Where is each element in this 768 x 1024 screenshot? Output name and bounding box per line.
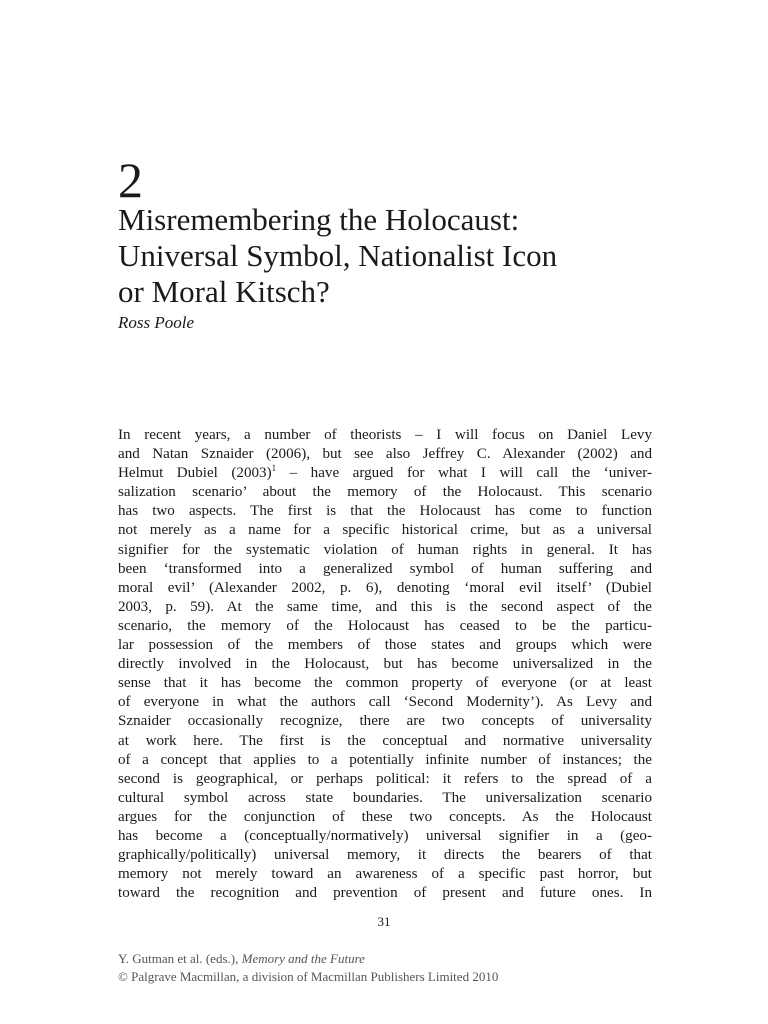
footer-citation-prefix: Y. Gutman et al. (eds.),: [118, 951, 242, 966]
body-line: argues for the conjunction of these two concepts. As the Holocaust: [118, 808, 652, 825]
body-line: In recent years, a number of theorists – I will focus on Daniel Levy: [118, 427, 652, 443]
body-paragraph: [118, 426, 652, 903]
body-line: sense that it has become the common property of everyone (or at least: [118, 675, 652, 692]
chapter-author: Ross Poole: [118, 313, 195, 332]
body-line: not merely as a name for a specific historical crime, but as a universal: [118, 522, 652, 539]
body-line: and Natan Sznaider (2006), but see also Jeffrey C. Alexander (2002) and: [118, 446, 652, 463]
body-line: of a concept that applies to a potentially infinite number of instances; the: [118, 751, 652, 768]
body-line: moral evil’ (Alexander 2002, p. 6), denoting ‘moral evil itself’ (Dubiel: [118, 579, 652, 596]
body-line-end: – have argued for what I will call the ‘univer-: [276, 465, 652, 482]
chapter-number: 2: [118, 152, 143, 208]
body-line: signifier for the systematic violation of human rights in general. It has: [118, 541, 652, 558]
body-line: been ‘transformed into a generalized symbol of human suffering and: [118, 560, 652, 577]
footnote-marker[interactable]: 1: [271, 463, 277, 474]
chapter-title: [118, 202, 678, 310]
body-line: scenario, the memory of the Holocaust has ceased to be the particu-: [118, 617, 652, 634]
body-line: directly involved in the Holocaust, but has become universalized in the: [118, 656, 652, 673]
body-line: Sznaider occasionally recognize, there are two concepts of universality: [118, 713, 652, 730]
body-line: toward the recognition and prevention of present and future ones. In: [118, 885, 652, 902]
body-line: 2003, p. 59). At the same time, and this is the second aspect of the: [118, 598, 652, 615]
footer-copyright: © Palgrave Macmillan, a division of Macmillan Publishers Limited 2010: [118, 969, 499, 984]
body-line: cultural symbol across state boundaries. The universalization scenario: [118, 789, 652, 806]
body-line: lar possession of the members of those states and groups which were: [118, 637, 652, 654]
chapter-title-line: or Moral Kitsch?: [118, 274, 330, 309]
page-footer: [118, 950, 498, 986]
page-number: 31: [377, 914, 391, 929]
body-line: second is geographical, or perhaps political: it refers to the spread of a: [118, 770, 652, 787]
chapter-title-line: Misremembering the Holocaust:: [118, 202, 520, 237]
chapter-title-line: Universal Symbol, Nationalist Icon: [118, 238, 558, 273]
body-line: salization scenario’ about the memory of the Holocaust. This scenario: [118, 484, 652, 501]
body-line-start: Helmut Dubiel (2003): [118, 465, 272, 482]
body-line: of everyone in what the authors call ‘Second Modernity’). As Levy and: [118, 694, 652, 711]
body-line-with-footnote: [118, 464, 652, 483]
footer-book-title: Memory and the Future: [241, 951, 365, 966]
body-line: has become a (conceptually/normatively) universal signifier in a (geo-: [118, 827, 652, 844]
footer-citation: [118, 950, 498, 968]
body-line: at work here. The first is the conceptual and normative universality: [118, 732, 652, 749]
body-line: has two aspects. The first is that the Holocaust has come to function: [118, 503, 652, 520]
body-line: memory not merely toward an awareness of a specific past horror, but: [118, 866, 652, 883]
body-line: graphically/politically) universal memory, it directs the bearers of that: [118, 847, 652, 864]
